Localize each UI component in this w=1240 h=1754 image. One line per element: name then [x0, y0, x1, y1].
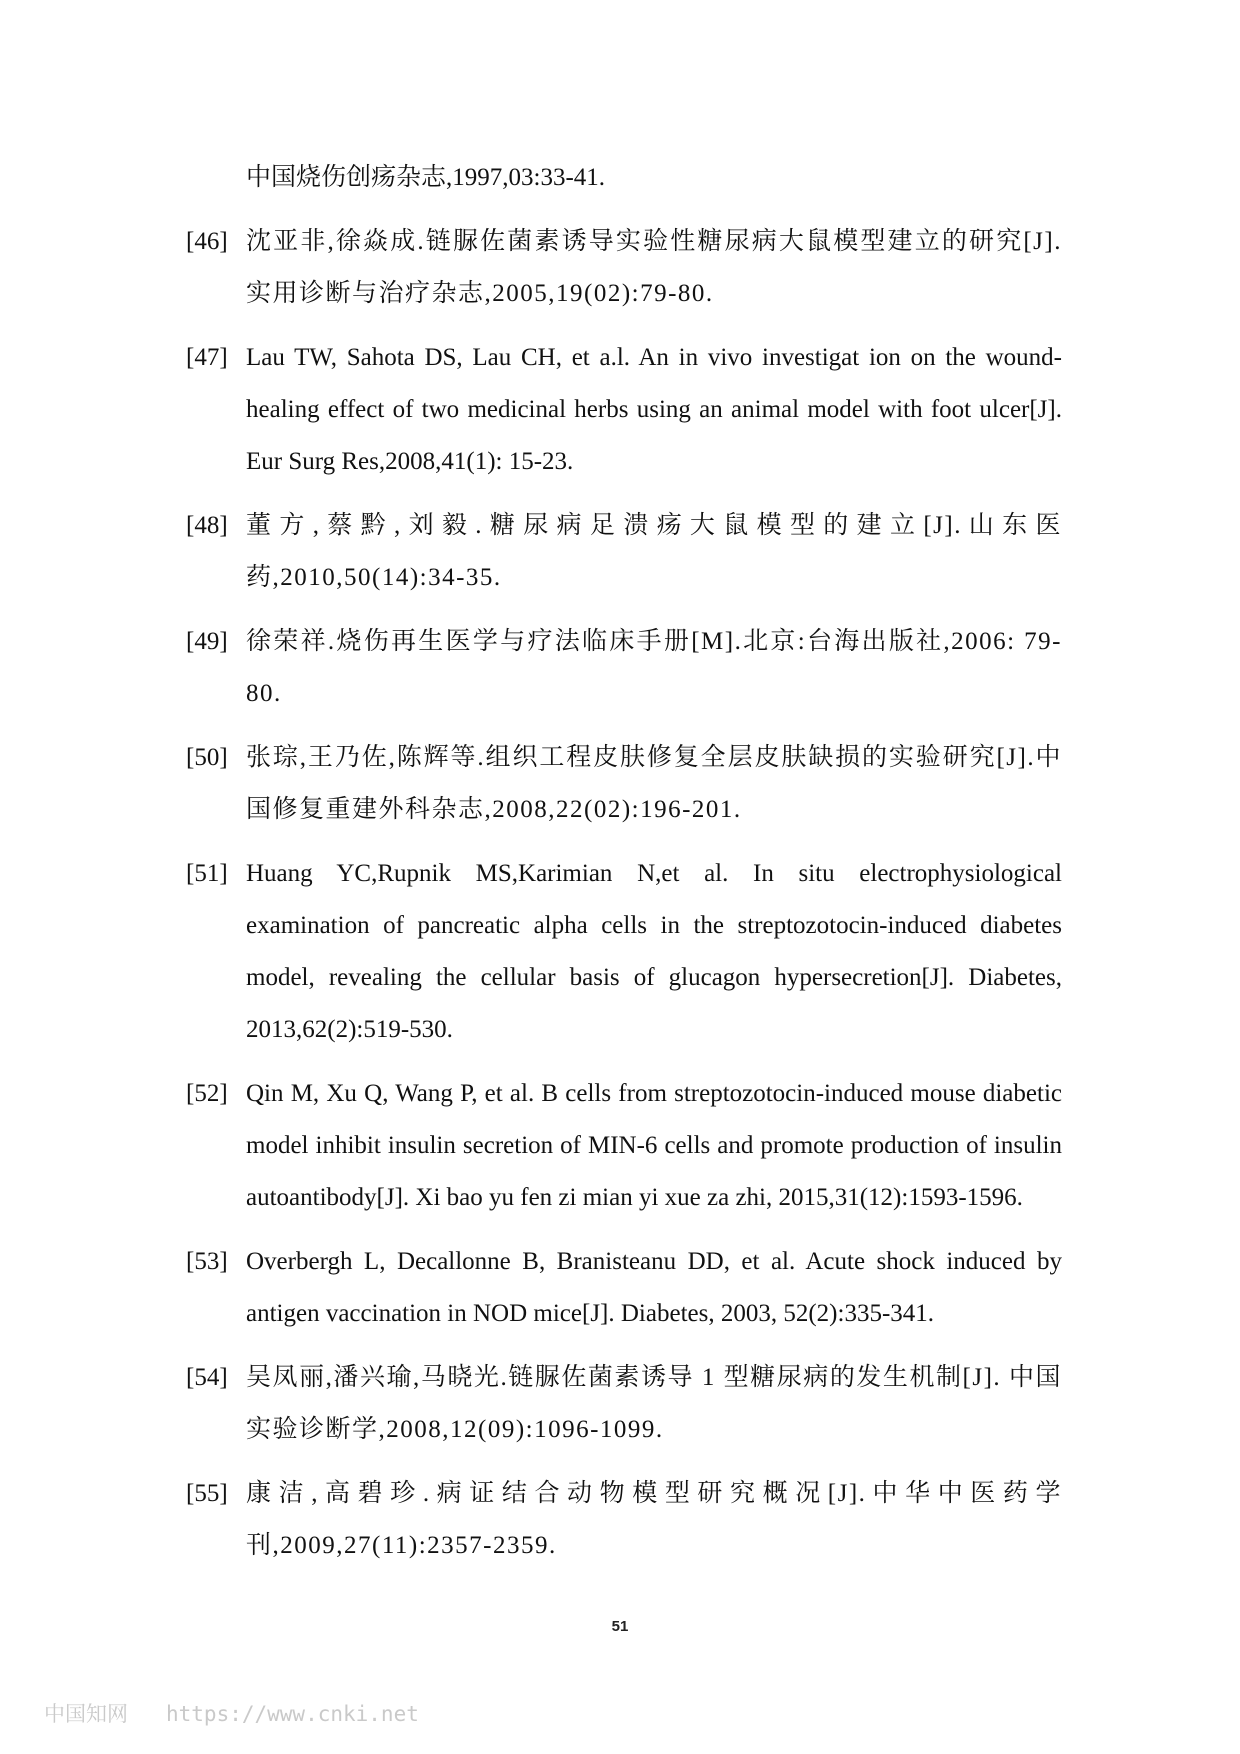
- page-number: 51: [611, 1618, 629, 1635]
- reference-continuation: 中国烧伤创疡杂志,1997,03:33-41.: [246, 164, 606, 191]
- reference-item: [186, 1352, 1062, 1456]
- reference-text: 董方,蔡黔,刘毅.糖尿病足溃疡大鼠模型的建立[J].山东医药,2010,50(14):34-35.: [246, 512, 1062, 591]
- reference-text: Lau TW, Sahota DS, Lau CH, et a.l. An in vivo investigat ion on the wound-healing effect of two medicinal herbs using an animal model with foot ulcer[J]. Eur Surg Res,2008,41(1): 15-23.: [246, 344, 1062, 475]
- reference-item: [186, 848, 1062, 1056]
- reference-text: 徐荣祥.烧伤再生医学与疗法临床手册[M].北京:台海出版社,2006: 79-80.: [246, 628, 1062, 707]
- reference-item: [186, 616, 1062, 720]
- reference-number: [49]: [186, 628, 228, 655]
- reference-text: Overbergh L, Decallonne B, Branisteanu DD, et al. Acute shock induced by antigen vaccination in NOD mice[J]. Diabetes, 2003, 52(2):335-341.: [246, 1248, 1062, 1327]
- reference-item: [186, 732, 1062, 836]
- watermark-url: https://www.cnki.net: [166, 1702, 419, 1726]
- reference-number: [48]: [186, 512, 228, 539]
- reference-text: 张琮,王乃佐,陈辉等.组织工程皮肤修复全层皮肤缺损的实验研究[J].中国修复重建外科杂志,2008,22(02):196-201.: [246, 744, 1062, 823]
- reference-item: [186, 1468, 1062, 1572]
- reference-number: [53]: [186, 1248, 228, 1275]
- reference-list: [186, 152, 1062, 1584]
- reference-text: 沈亚非,徐焱成.链脲佐菌素诱导实验性糖尿病大鼠模型建立的研究[J].实用诊断与治疗杂志,2005,19(02):79-80.: [246, 228, 1062, 307]
- reference-item: [186, 1236, 1062, 1340]
- reference-text: 吴凤丽,潘兴瑜,马晓光.链脲佐菌素诱导 1 型糖尿病的发生机制[J]. 中国实验诊断学,2008,12(09):1096-1099.: [246, 1364, 1062, 1443]
- reference-number: [52]: [186, 1080, 228, 1107]
- reference-number: [54]: [186, 1364, 228, 1391]
- reference-number: [47]: [186, 344, 228, 371]
- reference-text: 康洁,高碧珍.病证结合动物模型研究概况[J].中华中医药学刊,2009,27(11):2357-2359.: [246, 1480, 1062, 1559]
- reference-item: [186, 1068, 1062, 1224]
- reference-number: [50]: [186, 744, 228, 771]
- watermark-site: 中国知网: [44, 1702, 128, 1726]
- reference-item: [186, 332, 1062, 488]
- reference-item: [186, 500, 1062, 604]
- reference-text: Qin M, Xu Q, Wang P, et al. B cells from streptozotocin-induced mouse diabetic model inhibit insulin secretion of MIN-6 cells and promote production of insulin autoantibody[J]. Xi bao yu fen zi mian yi xue za zhi, 2015,31(12):1593-1596.: [246, 1080, 1062, 1211]
- cnki-watermark: [44, 1698, 419, 1728]
- reference-text: Huang YC,Rupnik MS,Karimian N,et al. In situ electrophysiological examination of pancreatic alpha cells in the streptozotocin-induced diabetes model, revealing the cellular basis of glucagon hypersecretion[J]. Diabetes, 2013,62(2):519-530.: [246, 860, 1062, 1043]
- reference-item: [186, 216, 1062, 320]
- reference-number: [51]: [186, 860, 228, 887]
- reference-number: [46]: [186, 228, 228, 255]
- reference-number: [55]: [186, 1480, 228, 1507]
